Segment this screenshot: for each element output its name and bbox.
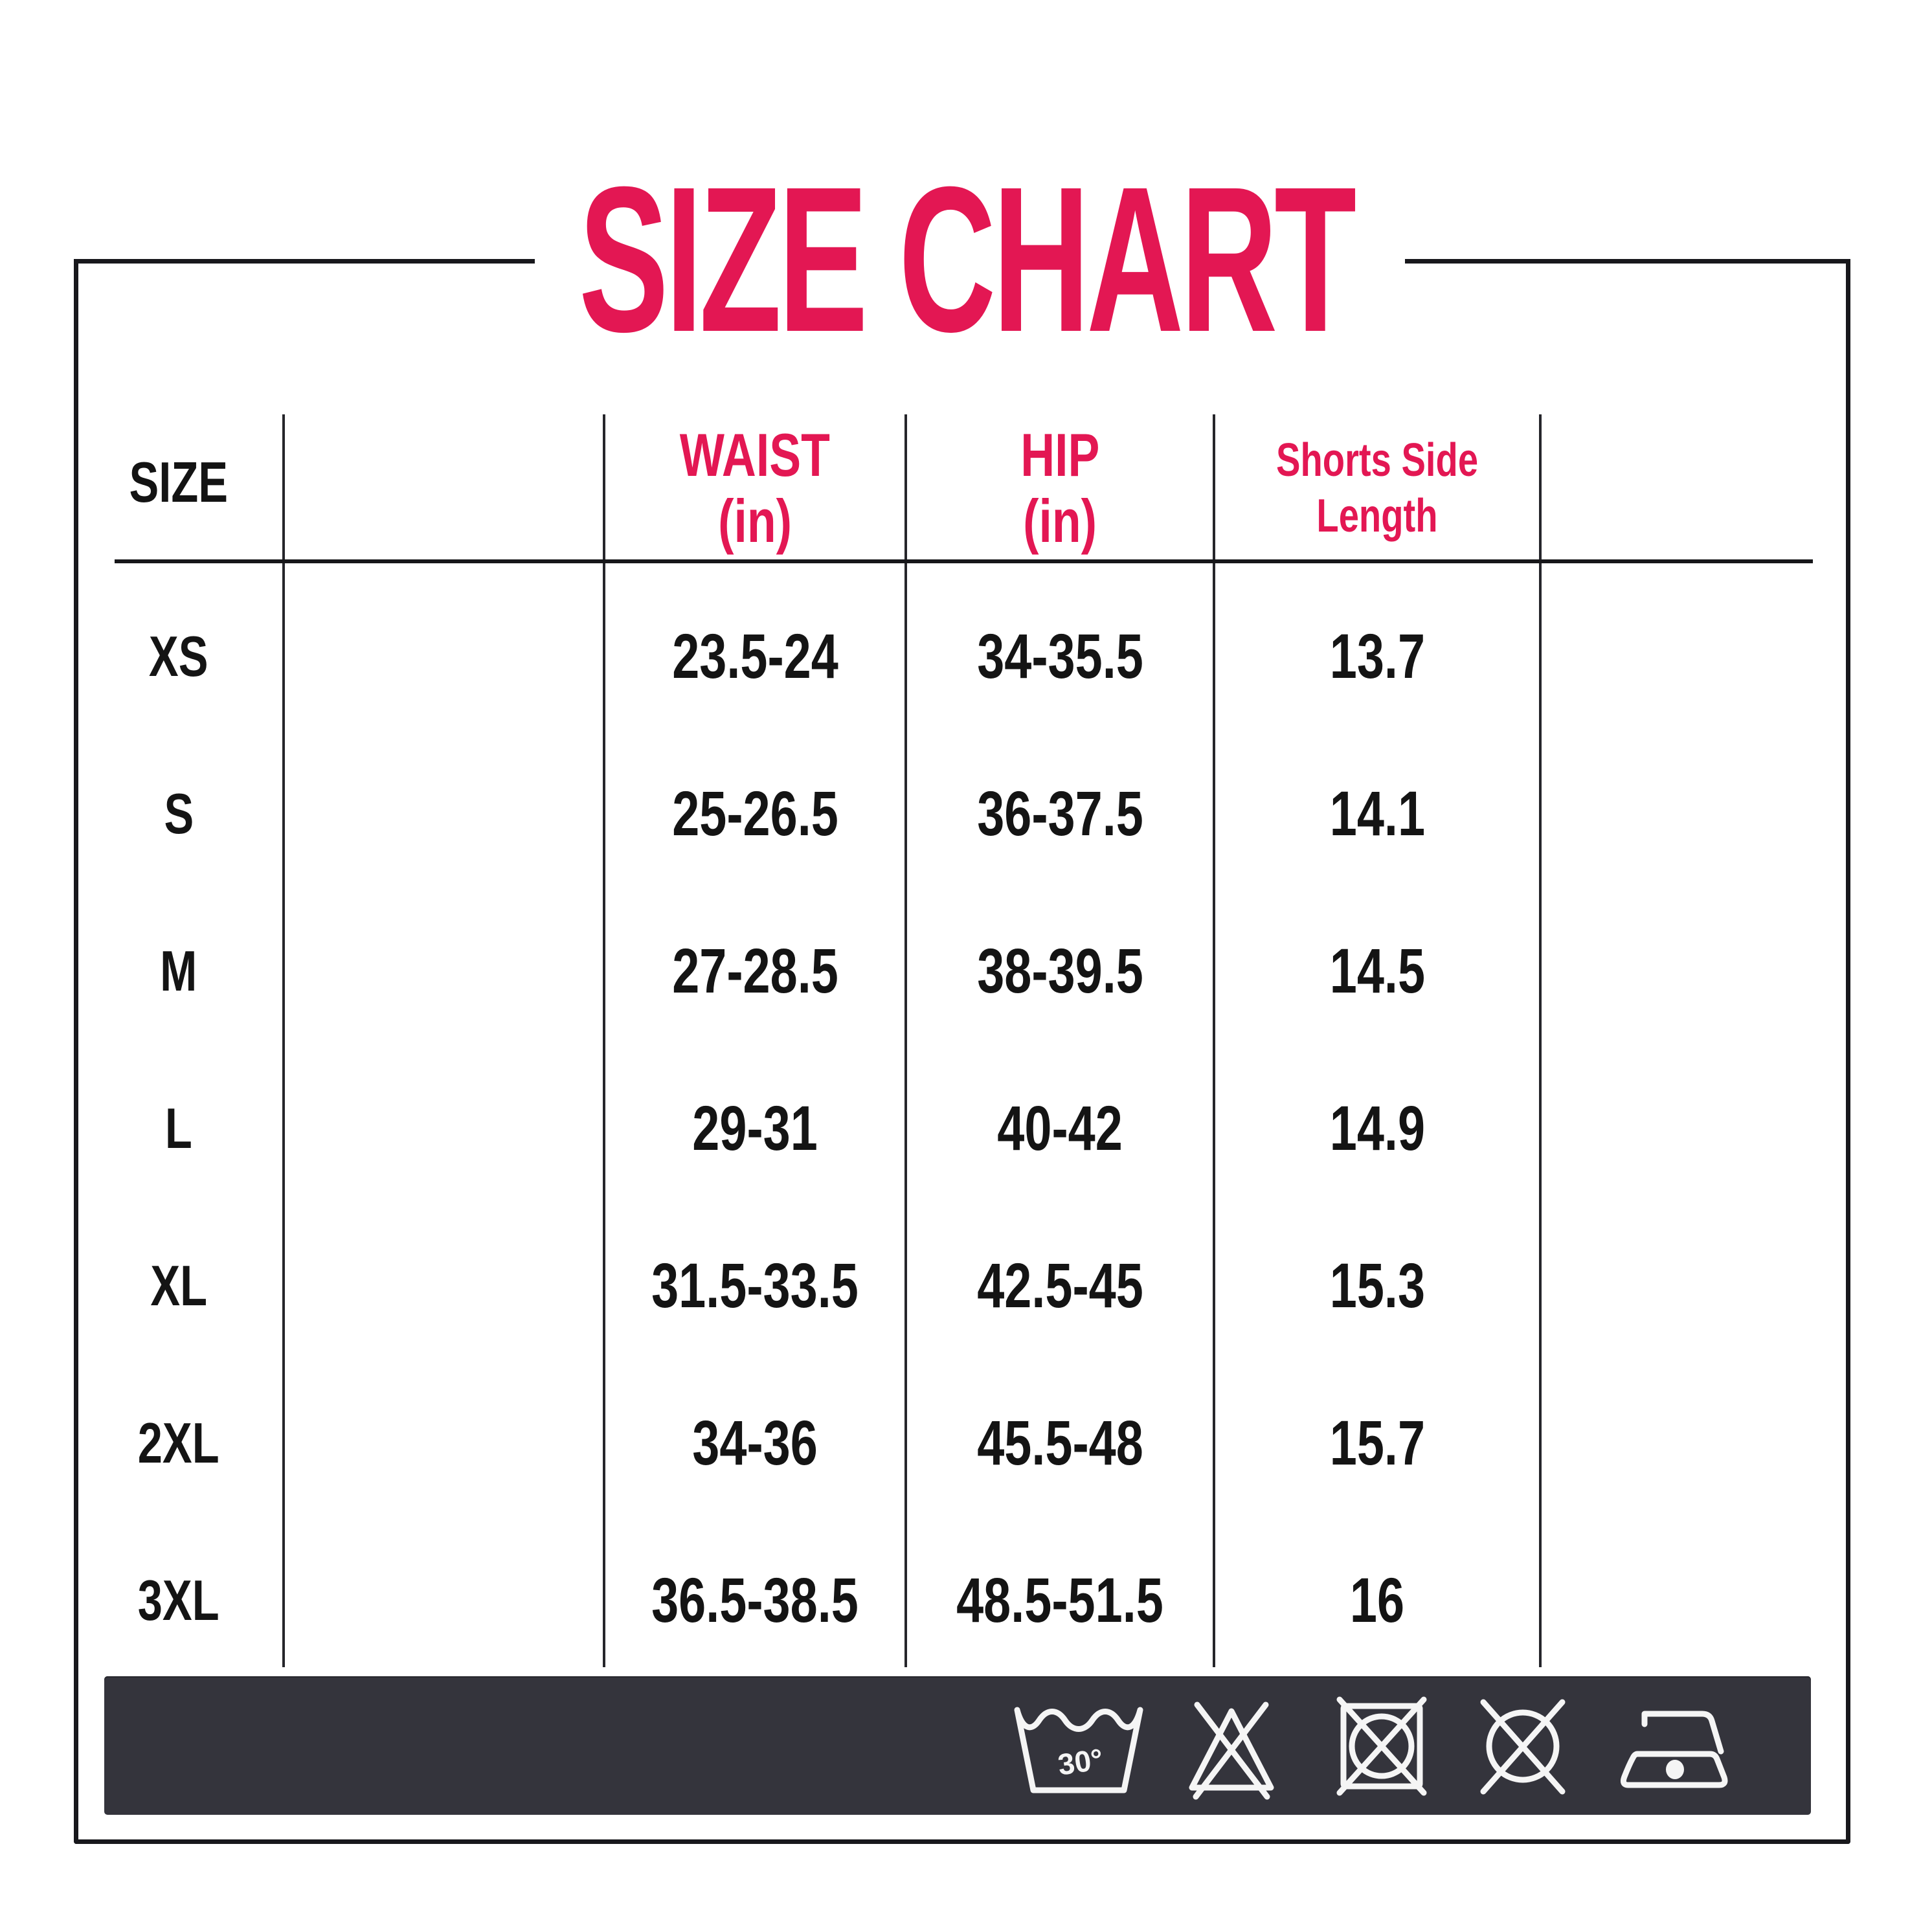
size-value: XS xyxy=(149,624,208,688)
do-not-dry-clean-icon xyxy=(1468,1689,1578,1803)
shorts-length-value: 15.7 xyxy=(1329,1408,1425,1478)
size-value: XL xyxy=(150,1253,207,1318)
hip-value: 34-35.5 xyxy=(976,621,1143,691)
column-header-hip xyxy=(906,422,1214,554)
row-s-waist xyxy=(604,769,906,859)
hip-value: 38-39.5 xyxy=(976,936,1143,1006)
wash-temperature-label: 30° xyxy=(1055,1742,1105,1782)
waist-value: 23.5-24 xyxy=(671,621,838,691)
column-header-waist-label: WAIST xyxy=(679,421,831,489)
row-s-size-label xyxy=(74,769,284,859)
column-header-shorts-line1: Shorts Side xyxy=(1275,434,1479,486)
shorts-length-value: 13.7 xyxy=(1329,621,1425,691)
column-header-waist-unit: (in) xyxy=(717,487,792,555)
column-header-size xyxy=(74,447,284,518)
header-underline xyxy=(115,559,1813,563)
hip-value: 45.5-48 xyxy=(976,1408,1143,1478)
row-xs-waist xyxy=(604,611,906,702)
row-s-shorts-length xyxy=(1214,769,1540,859)
row-xl-waist xyxy=(604,1241,906,1331)
do-not-bleach-icon xyxy=(1183,1690,1280,1801)
column-header-shorts-side-length xyxy=(1214,432,1540,544)
row-m-hip xyxy=(906,926,1214,1017)
size-value: M xyxy=(160,939,197,1003)
waist-value: 29-31 xyxy=(692,1093,818,1163)
row-l-hip xyxy=(906,1083,1214,1174)
row-3xl-size-label xyxy=(74,1555,284,1646)
hip-value: 42.5-45 xyxy=(976,1250,1143,1321)
size-value: 2XL xyxy=(138,1411,219,1475)
row-m-size-label xyxy=(74,926,284,1017)
waist-value: 36.5-38.5 xyxy=(651,1565,859,1635)
waist-value: 27-28.5 xyxy=(671,936,838,1006)
shorts-length-value: 14.5 xyxy=(1329,936,1425,1006)
column-header-waist xyxy=(604,422,906,554)
row-xl-shorts-length xyxy=(1214,1241,1540,1331)
row-l-size-label xyxy=(74,1083,284,1174)
shorts-length-value: 15.3 xyxy=(1329,1250,1425,1321)
column-header-hip-label: HIP xyxy=(1020,421,1100,489)
row-m-shorts-length xyxy=(1214,926,1540,1017)
column-header-size-label: SIZE xyxy=(129,450,229,514)
column-header-hip-unit: (in) xyxy=(1022,487,1097,555)
shorts-length-value: 14.1 xyxy=(1329,778,1425,849)
row-l-shorts-length xyxy=(1214,1083,1540,1174)
waist-value: 31.5-33.5 xyxy=(651,1250,859,1321)
size-value: 3XL xyxy=(138,1568,219,1632)
row-s-hip xyxy=(906,769,1214,859)
column-header-shorts-line2: Length xyxy=(1316,490,1438,542)
hip-value: 40-42 xyxy=(997,1093,1123,1163)
row-m-waist xyxy=(604,926,906,1017)
row-2xl-shorts-length xyxy=(1214,1398,1540,1488)
waist-value: 34-36 xyxy=(692,1408,818,1478)
row-xs-size-label xyxy=(74,611,284,702)
page-title-text: SIZE CHART xyxy=(579,143,1353,375)
iron-heat-dot xyxy=(1666,1760,1684,1779)
row-2xl-waist xyxy=(604,1398,906,1488)
row-xl-size-label xyxy=(74,1241,284,1331)
row-l-waist xyxy=(604,1083,906,1174)
row-xs-shorts-length xyxy=(1214,611,1540,702)
row-2xl-size-label xyxy=(74,1398,284,1488)
row-3xl-shorts-length xyxy=(1214,1555,1540,1646)
row-3xl-waist xyxy=(604,1555,906,1646)
size-value: S xyxy=(164,781,194,846)
machine-wash-30-icon xyxy=(1008,1694,1149,1798)
row-xl-hip xyxy=(906,1241,1214,1331)
size-value: L xyxy=(165,1096,192,1160)
waist-value: 25-26.5 xyxy=(671,778,838,849)
shorts-length-value: 16 xyxy=(1349,1565,1405,1635)
shorts-length-value: 14.9 xyxy=(1329,1093,1425,1163)
row-2xl-hip xyxy=(906,1398,1214,1488)
iron-one-dot-icon xyxy=(1608,1698,1737,1795)
do-not-tumble-dry-icon xyxy=(1333,1690,1430,1801)
hip-value: 36-37.5 xyxy=(976,778,1143,849)
row-xs-hip xyxy=(906,611,1214,702)
hip-value: 48.5-51.5 xyxy=(956,1565,1163,1635)
care-instructions-bar xyxy=(104,1676,1811,1815)
row-3xl-hip xyxy=(906,1555,1214,1646)
